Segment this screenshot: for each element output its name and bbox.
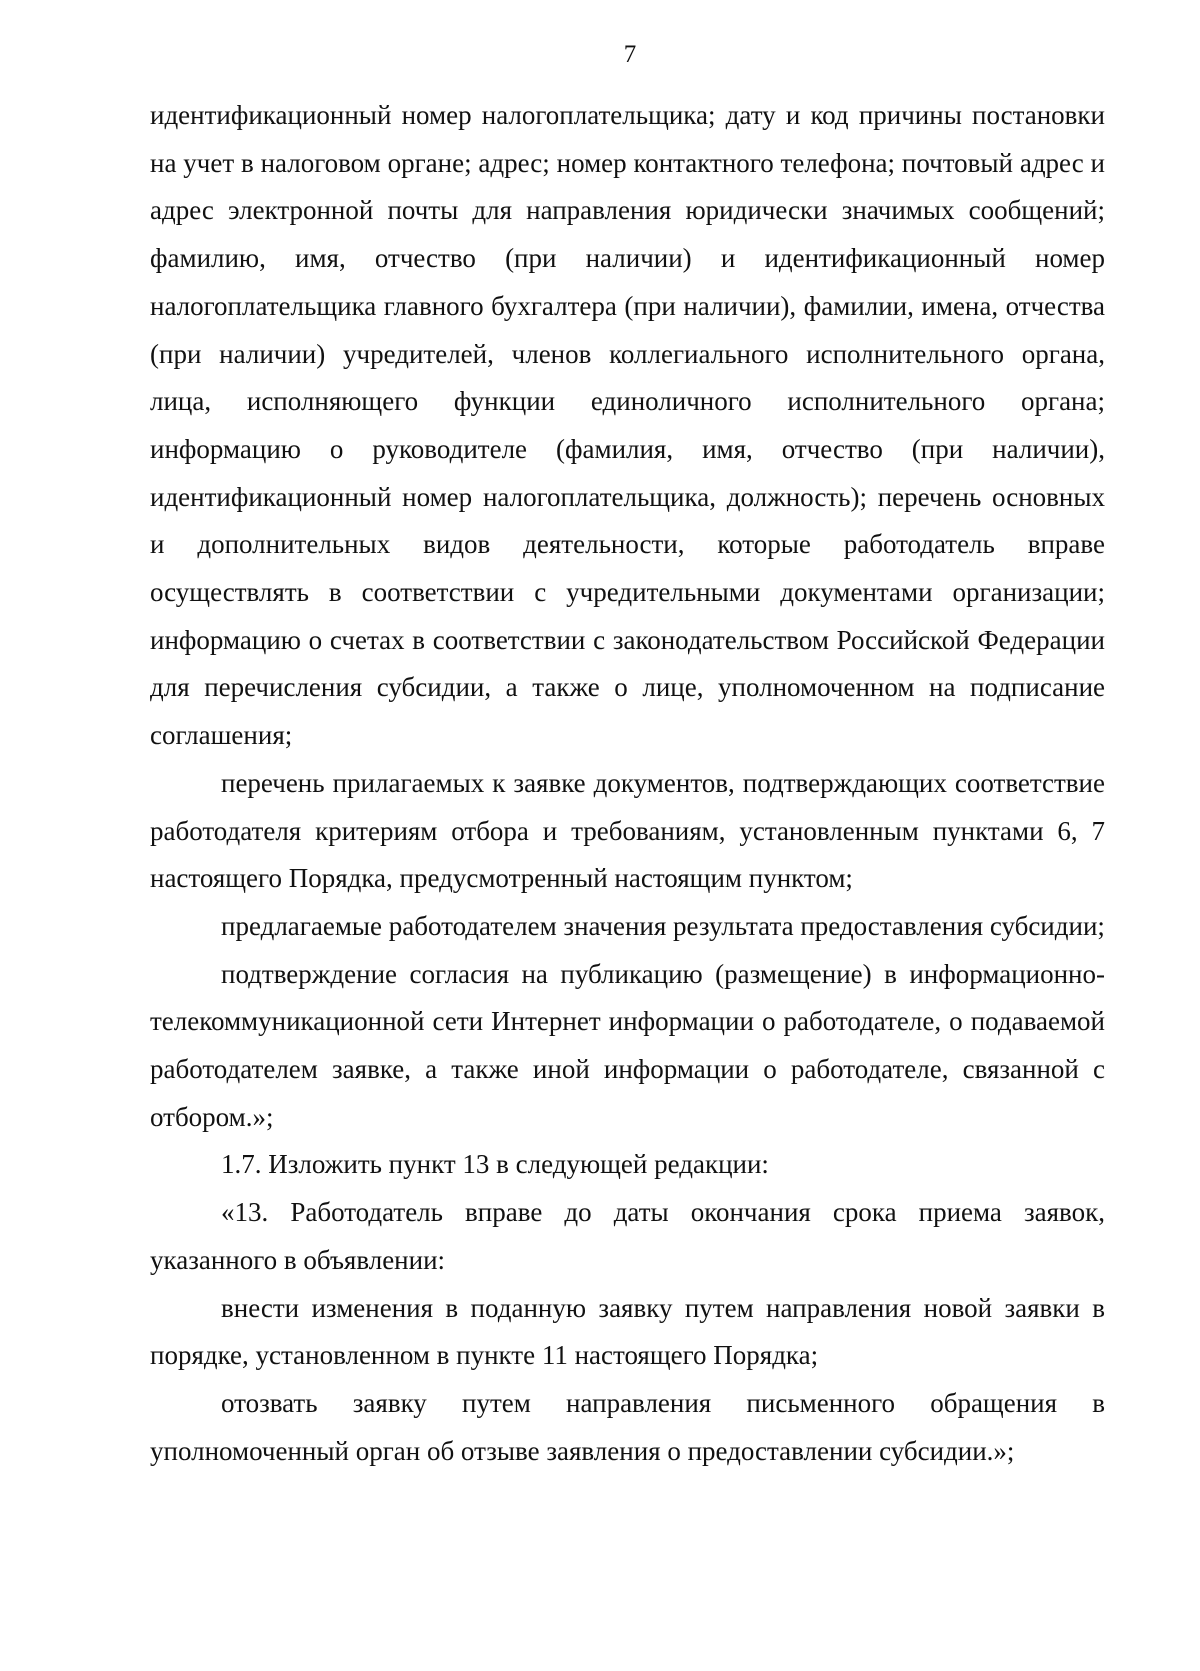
paragraph-publication-consent: подтверждение согласия на публикацию (размещение) в информационно-телекоммуникационной сети Интернет информации о работодателе, о подаваемой работодателем заявке, а также иной информации о работодателе, связанной с отбором.»; [150, 958, 1105, 1132]
paragraph-withdraw-application: отозвать заявку путем направления письменного обращения в уполномоченный орган об отзыве заявления о предоставлении субсидии.»; [150, 1387, 1105, 1466]
paragraph-point-13: «13. Работодатель вправе до даты окончания срока приема заявок, указанного в объявлении: [150, 1197, 1105, 1275]
paragraph-proposed-results: предлагаемые работодателем значения результата предоставления субсидии; [221, 910, 1105, 941]
page-number: 7 [623, 41, 637, 68]
paragraph-modify-application: внести изменения в поданную заявку путем направления новой заявки в порядке, установленном в пункте 11 настоящего Порядка; [150, 1292, 1105, 1371]
paragraph-amendment-1-7: 1.7. Изложить пункт 13 в следующей редакции: [221, 1149, 769, 1180]
paragraph-applicant-details: идентификационный номер налогоплательщика; дату и код причины постановки на учет в налоговом органе; адрес; номер контактного телефона; почтовый адрес и адрес электронной почты для направления юридически значимых сообщений; фамилию, имя, отчество (при наличии) и идентификационный номер налогоплательщика главного бухгалтера (при наличии), фамилии, имена, отчества (при наличии) учредителей, членов коллегиального исполнительного органа, лица, исполняющего функции единоличного исполнительного органа; информацию о руководителе (фамилия, имя, отчество (при наличии), идентификационный номер налогоплательщика, должность); перечень основных и дополнительных видов деятельности, которые работодатель вправе осуществлять в соответствии с учредительными документами организации; информацию о счетах в соответствии с законодательством Российской Федерации для перечисления субсидии, а также о лице, уполномоченном на подписание соглашения; [150, 100, 1105, 751]
document-body [150, 92, 1105, 1475]
paragraph-attached-documents: перечень прилагаемых к заявке документов, подтверждающих соответствие работодателя критериям отбора и требованиям, установленным пунктами 6, 7 настоящего Порядка, предусмотренный настоящим пунктом; [150, 767, 1105, 894]
